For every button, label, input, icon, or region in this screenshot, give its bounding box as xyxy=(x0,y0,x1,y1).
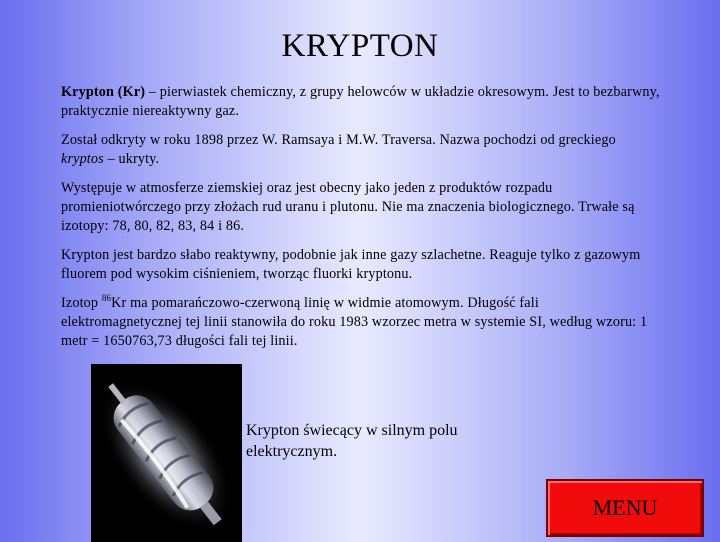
isotope-prefix: Izotop xyxy=(61,295,102,311)
isotope-mass-number: 86 xyxy=(101,293,112,303)
etymology-word: kryptos xyxy=(61,151,104,167)
intro-text: – pierwiastek chemiczny, z grupy helowców w układzie okresowym. Jest to bezbarwny, praktycznie niereaktywny gaz. xyxy=(61,84,660,119)
element-name: Krypton (Kr) xyxy=(61,84,146,100)
reactivity-paragraph: Krypton jest bardzo słabo reaktywny, podobnie jak inne gazy szlachetne. Reaguje tylko z gazowym fluorem pod wysokim ciśnieniem, tworząc fluorki kryptonu. xyxy=(61,247,641,282)
glowing-tube-image xyxy=(91,364,242,542)
isotope-text: Kr ma pomarańczowo-czerwoną linię w widmie atomowym. Długość fali elektromagnetycznej tej linii stanowiła do roku 1983 wzorzec metra w systemie SI, według wzoru: 1 metr = 1650763,73 długości fali tej linii. xyxy=(61,295,648,349)
discovery-text: Został odkryty w roku 1898 przez W. Ramsaya i M.W. Traversa. Nazwa pochodzi od greckiego xyxy=(61,132,616,148)
occurrence-paragraph: Występuje w atmosferze ziemskiej oraz jest obecny jako jeden z produktów rozpadu promieniotwórczego przy złożach rud uranu i plutonu. Nie ma znaczenia biologicznego. Trwałe są izotopy: 78, 80, 82, 83, 84 i 86. xyxy=(61,180,635,234)
intro-paragraph xyxy=(61,83,661,121)
photo-caption: Krypton świecący w silnym polu elektrycznym. xyxy=(246,422,458,460)
menu-button[interactable]: MENU xyxy=(546,479,704,537)
discovery-paragraph xyxy=(61,131,661,169)
isotope-paragraph xyxy=(61,294,661,351)
page-title: KRYPTON xyxy=(281,28,439,64)
etymology-meaning: – ukryty. xyxy=(103,151,160,167)
krypton-tube-photo xyxy=(91,364,242,542)
